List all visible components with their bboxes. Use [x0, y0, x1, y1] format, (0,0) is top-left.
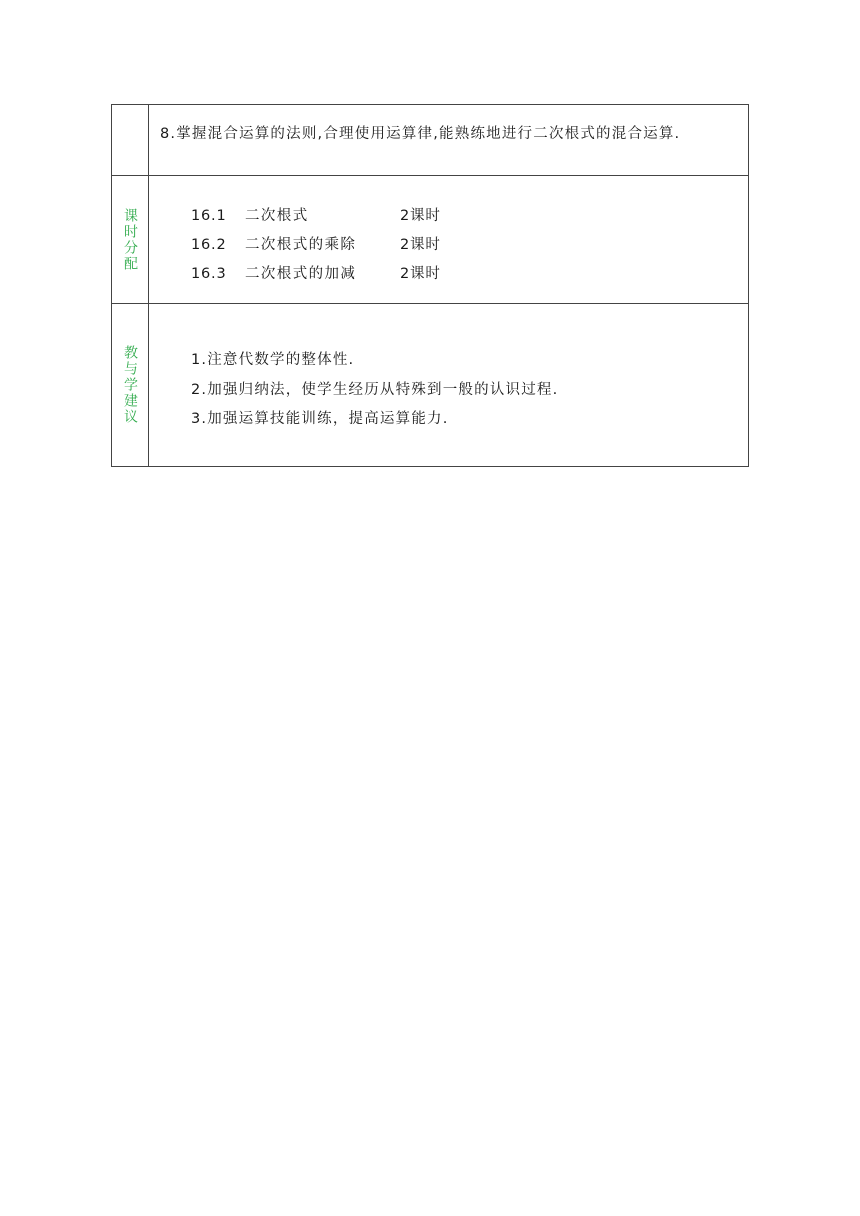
suggestions-row — [112, 303, 748, 466]
lesson-number: 16.3 — [191, 266, 227, 282]
objectives-content-cell — [149, 105, 748, 175]
suggestion-item: 1.注意代数学的整体性. — [191, 352, 355, 368]
lesson-title: 二次根式的加减 — [245, 266, 357, 282]
lesson-hours: 2课时 — [400, 266, 441, 282]
schedule-label: 课时分配 — [122, 207, 138, 272]
objective-item-8: 8.掌握混合运算的法则,合理使用运算律,能熟练地进行二次根式的混合运算. — [160, 126, 681, 142]
lesson-hours: 2课时 — [400, 208, 441, 224]
suggestions-label-cell — [112, 304, 149, 466]
suggestion-item: 2.加强归纳法，使学生经历从特殊到一般的认识过程. — [191, 382, 559, 398]
suggestions-label: 教与学建议 — [122, 345, 138, 425]
suggestions-content-cell — [149, 304, 748, 466]
teaching-plan-table — [111, 104, 749, 467]
schedule-content-cell — [149, 176, 748, 303]
lesson-title: 二次根式的乘除 — [245, 237, 357, 253]
suggestion-item: 3.加强运算技能训练，提高运算能力. — [191, 411, 449, 427]
lesson-item — [191, 204, 441, 224]
lesson-number: 16.2 — [191, 237, 227, 253]
lesson-item — [191, 262, 441, 282]
lesson-number: 16.1 — [191, 208, 227, 224]
schedule-label-cell — [112, 176, 149, 303]
lesson-item — [191, 233, 441, 253]
lesson-title: 二次根式 — [245, 208, 309, 224]
schedule-row — [112, 175, 748, 303]
objectives-label-cell — [112, 105, 149, 175]
objectives-row — [112, 105, 748, 175]
lesson-hours: 2课时 — [400, 237, 441, 253]
